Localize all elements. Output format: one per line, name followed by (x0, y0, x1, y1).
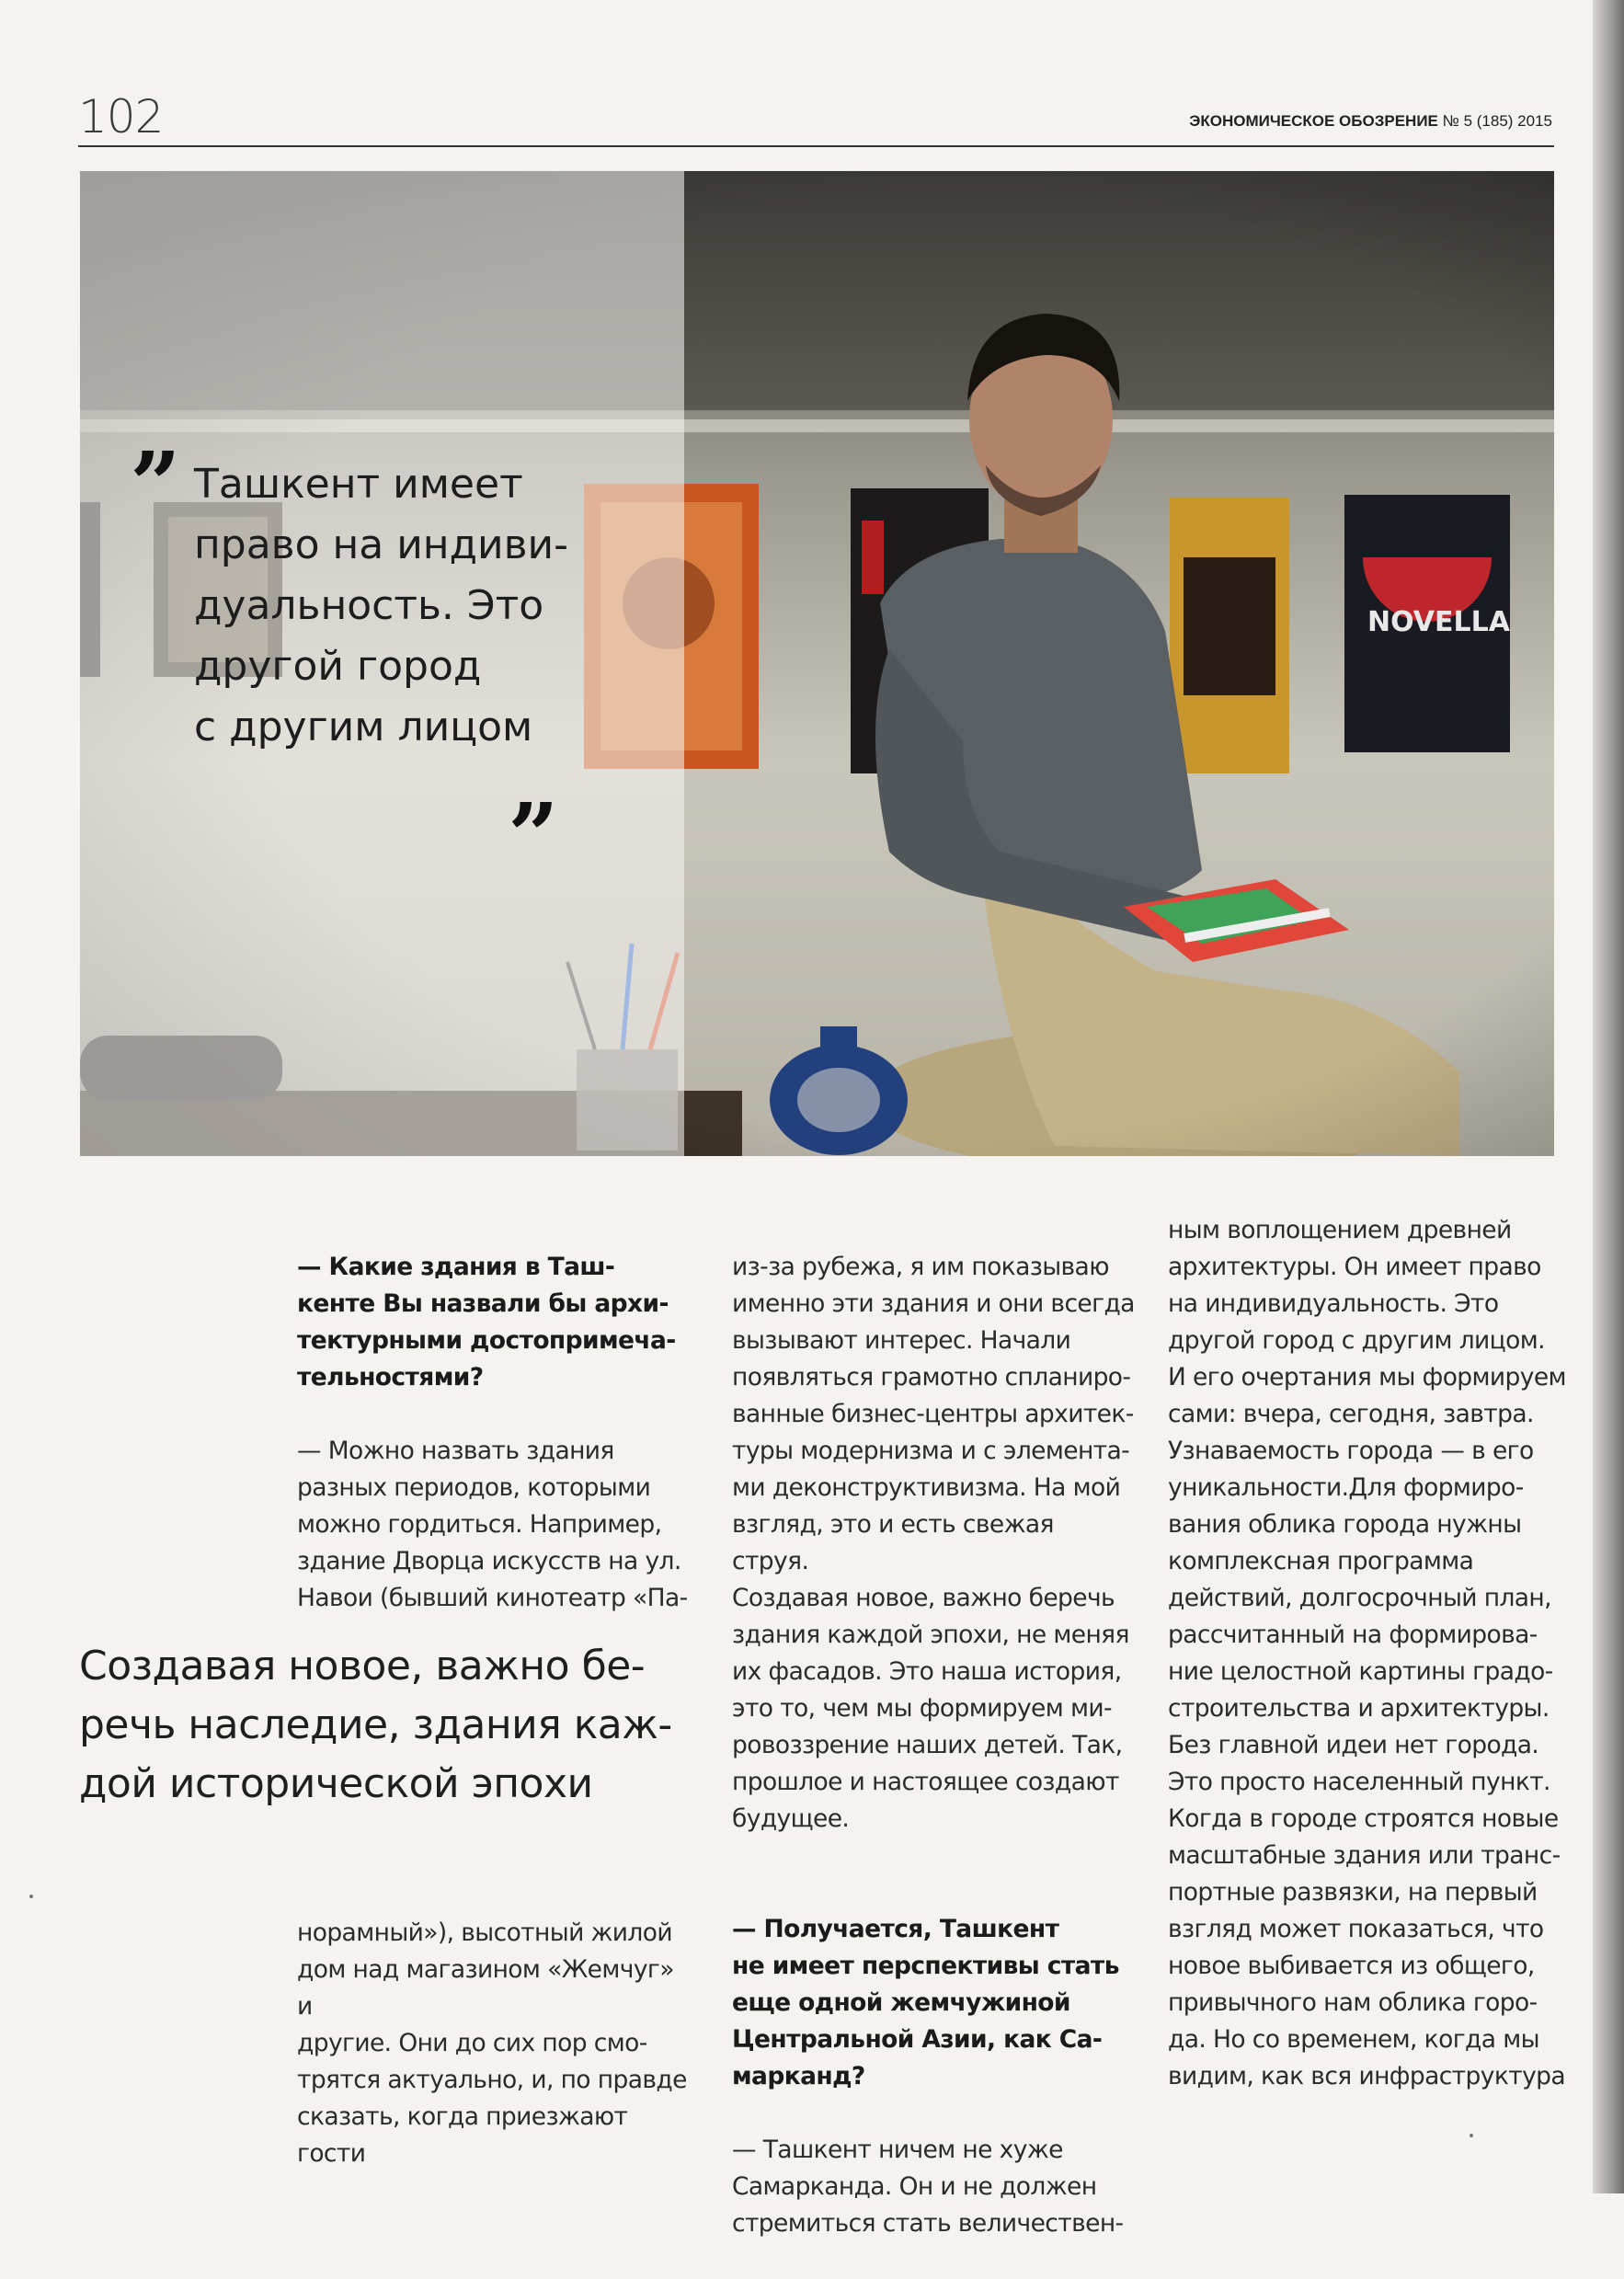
scan-speck (1470, 2134, 1473, 2137)
column-3: ным воплощением древней архитектуры. Он имеет право на индивидуальность. Это другой город с другим лицом. И его очертания мы формируем сами: вчера, сегодня, завтра. Узнаваемость города — в его уникальности.Для формиро- вания облика города нужны комплексная программа действий, долгосрочный план, рассчитанный на формирова- ние целостной картины градо- строительства и архитектуры. Без главной идеи нет города. Это просто населенный пункт. Когда в городе строятся новые масштабные здания или транс- портные развязки, на первый взгляд может показаться, что новое выбивается из общего, привычного нам облика горо- да. Но со временем, когда мы видим, как вся инфраструктура (1168, 1216, 1566, 2090)
header-rule (78, 145, 1554, 147)
column-1-top (297, 1212, 692, 1654)
interview-question-2: — Получается, Ташкент не имеет перспективы стать еще одной жемчужиной Центральной Азии, как Са- марканд? (732, 1915, 1119, 2090)
scan-speck (29, 1895, 33, 1898)
pull-quote: Ташкент имеет право на индиви- дуальность. Это другой город с другим лицом (194, 461, 568, 750)
page-number: 102 (78, 90, 164, 143)
highlight-quote: Создавая новое, важно бе- речь наследие, здания каж- дой исторической эпохи (79, 1643, 672, 1807)
column-2-text: из-за рубежа, я им показываю именно эти здания и они всегда вызывают интерес. Начали появляться грамотно спланиро- ванные бизнес-центры архитек- туры модернизма и с элемента- ми деконструктивизма. На мой взгляд, это и есть свежая струя. Создавая новое, важно беречь здания каждой эпохи, не меняя их фасадов. Это наша история, это то, чем мы формируем ми- ровоззрение наших детей. Так, прошлое и настоящее создают будущее. (732, 1253, 1135, 1833)
magazine-title: ЭКОНОМИЧЕСКОЕ ОБОЗРЕНИЕ (1189, 112, 1438, 130)
interview-answer-2: — Ташкент ничем не хуже Самарканда. Он и не должен стремиться стать величествен- (732, 2136, 1124, 2238)
column-2 (732, 1212, 1137, 2279)
article-photo (80, 171, 1554, 1156)
column-1-bottom: норамный»), высотный жилой дом над магазином «Жемчуг» и другие. Они до сих пор смо- трятся актуально, и, по правде сказать, когда приезжают гости (297, 1918, 687, 2168)
issue-info: № 5 (185) 2015 (1442, 112, 1552, 130)
running-header (1189, 112, 1552, 131)
interview-answer-1: — Можно назвать здания разных периодов, которыми можно гордиться. Например, здание Дворца искусств на ул. Навои (бывший кинотеатр «Па- (297, 1437, 688, 1612)
page-edge-shadow (1593, 0, 1624, 2193)
interview-question-1: — Какие здания в Таш- кенте Вы назвали бы архи- тектурными достопримеча- тельностями? (297, 1253, 676, 1391)
quote-open-mark: „ (132, 382, 183, 486)
quote-close-mark: „ (509, 733, 561, 837)
